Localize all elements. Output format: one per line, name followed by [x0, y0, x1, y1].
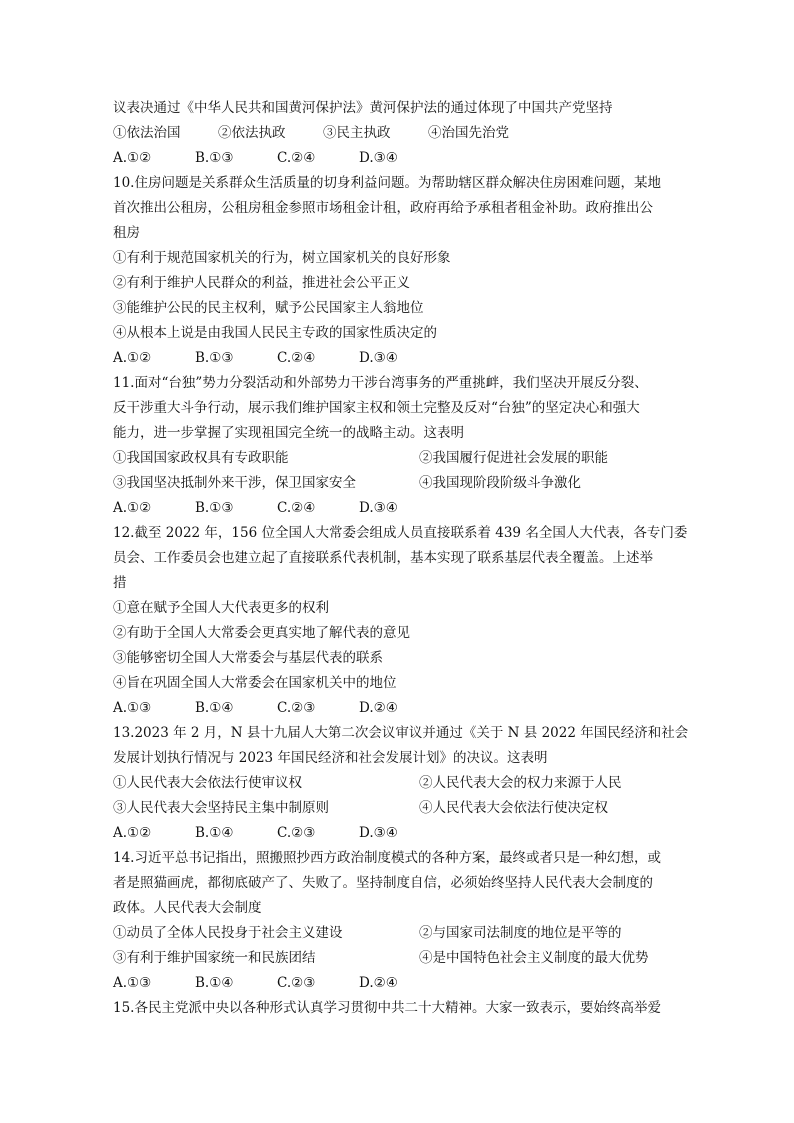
- answer-choice: A.①②: [113, 150, 152, 166]
- option-item: ①依法治国: [113, 125, 181, 141]
- text-line: 租房: [113, 225, 140, 241]
- text-line: ④从根本上说是由我国人民民主专政的国家性质决定的: [113, 325, 437, 341]
- answer-choice: B.①④: [195, 975, 234, 991]
- answer-choice: D.③④: [359, 500, 398, 516]
- option-item: ①动员了全体人民投身于社会主义建设: [113, 925, 343, 941]
- text-line: 10.住房问题是关系群众生活质量的切身利益问题。为帮助辖区群众解决住房困难问题，某地: [113, 175, 661, 191]
- answer-choice: A.①③: [113, 700, 152, 716]
- answer-choice: A.①③: [113, 975, 152, 991]
- answer-choice: B.①④: [195, 825, 234, 841]
- answer-choices: [113, 971, 685, 996]
- text-line: 14.习近平总书记指出，照搬照抄西方政治制度模式的各种方案，最终或者只是一种幻想，或: [113, 850, 661, 866]
- option-item: ③我国坚决抵制外来干涉，保卫国家安全: [113, 475, 356, 491]
- answer-choice: A.①②: [113, 825, 152, 841]
- answer-choice: C.②④: [277, 350, 316, 366]
- text-line: ②有利于维护人民群众的利益，推进社会公平正义: [113, 275, 410, 291]
- option-pair: [113, 796, 685, 821]
- answer-choice: B.①④: [195, 700, 234, 716]
- option-item: ④我国现阶段阶级斗争激化: [419, 475, 581, 491]
- answer-choice: D.②④: [359, 700, 398, 716]
- text-line: 议表决通过《中华人民共和国黄河保护法》黄河保护法的通过体现了中国共产党坚持: [113, 100, 613, 116]
- option-item: ②与国家司法制度的地位是平等的: [419, 925, 622, 941]
- text-line: ②有助于全国人大常委会更真实地了解代表的意见: [113, 625, 410, 641]
- option-item: ②人民代表大会的权力来源于人民: [419, 775, 622, 791]
- answer-choices: [113, 146, 685, 171]
- answer-choice: D.③④: [359, 825, 398, 841]
- answer-choice: C.②④: [277, 150, 316, 166]
- option-row: [113, 121, 685, 146]
- answer-choices: [113, 346, 685, 371]
- text-line: ①有利于规范国家机关的行为，树立国家机关的良好形象: [113, 250, 451, 266]
- text-line: 反干涉重大斗争行动，展示我们维护国家主权和领土完整及反对“台独”的坚定决心和强大: [113, 400, 640, 416]
- document-page: [113, 96, 689, 1021]
- option-item: ①我国国家政权具有专政职能: [113, 450, 289, 466]
- text-line: ①意在赋予全国人大代表更多的权利: [113, 600, 329, 616]
- answer-choice: C.②③: [277, 825, 316, 841]
- text-line: ④旨在巩固全国人大常委会在国家机关中的地位: [113, 675, 397, 691]
- text-line: 13.2023 年 2 月，N 县十九届人大第二次会议审议并通过《关于 N 县 2022 年国民经济和社会: [113, 725, 689, 741]
- option-pair: [113, 771, 685, 796]
- answer-choices: [113, 821, 685, 846]
- answer-choice: B.①③: [195, 350, 234, 366]
- text-line: 发展计划执行情况与 2023 年国民经济和社会发展计划》的决议。这表明: [113, 750, 548, 766]
- option-item: ③民主执政: [323, 125, 391, 141]
- text-line: 首次推出公租房，公租房租金参照市场租金计租，政府再给予承租者租金补助。政府推出公: [113, 200, 653, 216]
- answer-choices: [113, 496, 685, 521]
- option-item: ④治国先治党: [428, 125, 509, 141]
- text-line: 政体。人民代表大会制度: [113, 900, 262, 916]
- option-item: ①人民代表大会依法行使审议权: [113, 775, 302, 791]
- option-pair: [113, 921, 685, 946]
- text-line: ③能够密切全国人大常委会与基层代表的联系: [113, 650, 383, 666]
- option-item: ②我国履行促进社会发展的职能: [419, 450, 608, 466]
- answer-choice: A.①②: [113, 500, 152, 516]
- answer-choice: B.①③: [195, 150, 234, 166]
- answer-choice: B.①③: [195, 500, 234, 516]
- option-item: ③人民代表大会坚持民主集中制原则: [113, 800, 329, 816]
- option-pair: [113, 946, 685, 971]
- answer-choice: D.③④: [359, 350, 398, 366]
- option-item: ③有利于维护国家统一和民族团结: [113, 950, 316, 966]
- answer-choices: [113, 696, 685, 721]
- answer-choice: C.②④: [277, 500, 316, 516]
- option-pair: [113, 446, 685, 471]
- text-line: 措: [113, 575, 127, 591]
- text-line: ③能维护公民的民主权利，赋予公民国家主人翁地位: [113, 300, 424, 316]
- text-line: 11.面对“台独”势力分裂活动和外部势力干涉台湾事务的严重挑衅，我们坚决开展反分裂、: [113, 375, 648, 391]
- text-line: 能力，进一步掌握了实现祖国完全统一的战略主动。这表明: [113, 425, 464, 441]
- text-line: 员会、工作委员会也建立起了直接联系代表机制，基本实现了联系基层代表全覆盖。上述举: [113, 550, 653, 566]
- option-item: ④人民代表大会依法行使决定权: [419, 800, 608, 816]
- text-line: 15.各民主党派中央以各种形式认真学习贯彻中共二十大精神。大家一致表示，要始终高举爱: [113, 1000, 661, 1016]
- option-pair: [113, 471, 685, 496]
- text-line: 者是照猫画虎，都彻底破产了、失败了。坚持制度自信，必须始终坚持人民代表大会制度的: [113, 875, 653, 891]
- option-item: ②依法执政: [218, 125, 286, 141]
- answer-choice: D.②④: [359, 975, 398, 991]
- answer-choice: C.②③: [277, 700, 316, 716]
- answer-choice: A.①②: [113, 350, 152, 366]
- answer-choice: D.③④: [359, 150, 398, 166]
- option-item: ④是中国特色社会主义制度的最大优势: [419, 950, 649, 966]
- text-line: 12.截至 2022 年，156 位全国人大常委会组成人员直接联系着 439 名全国人大代表，各专门委: [113, 525, 688, 541]
- answer-choice: C.②③: [277, 975, 316, 991]
